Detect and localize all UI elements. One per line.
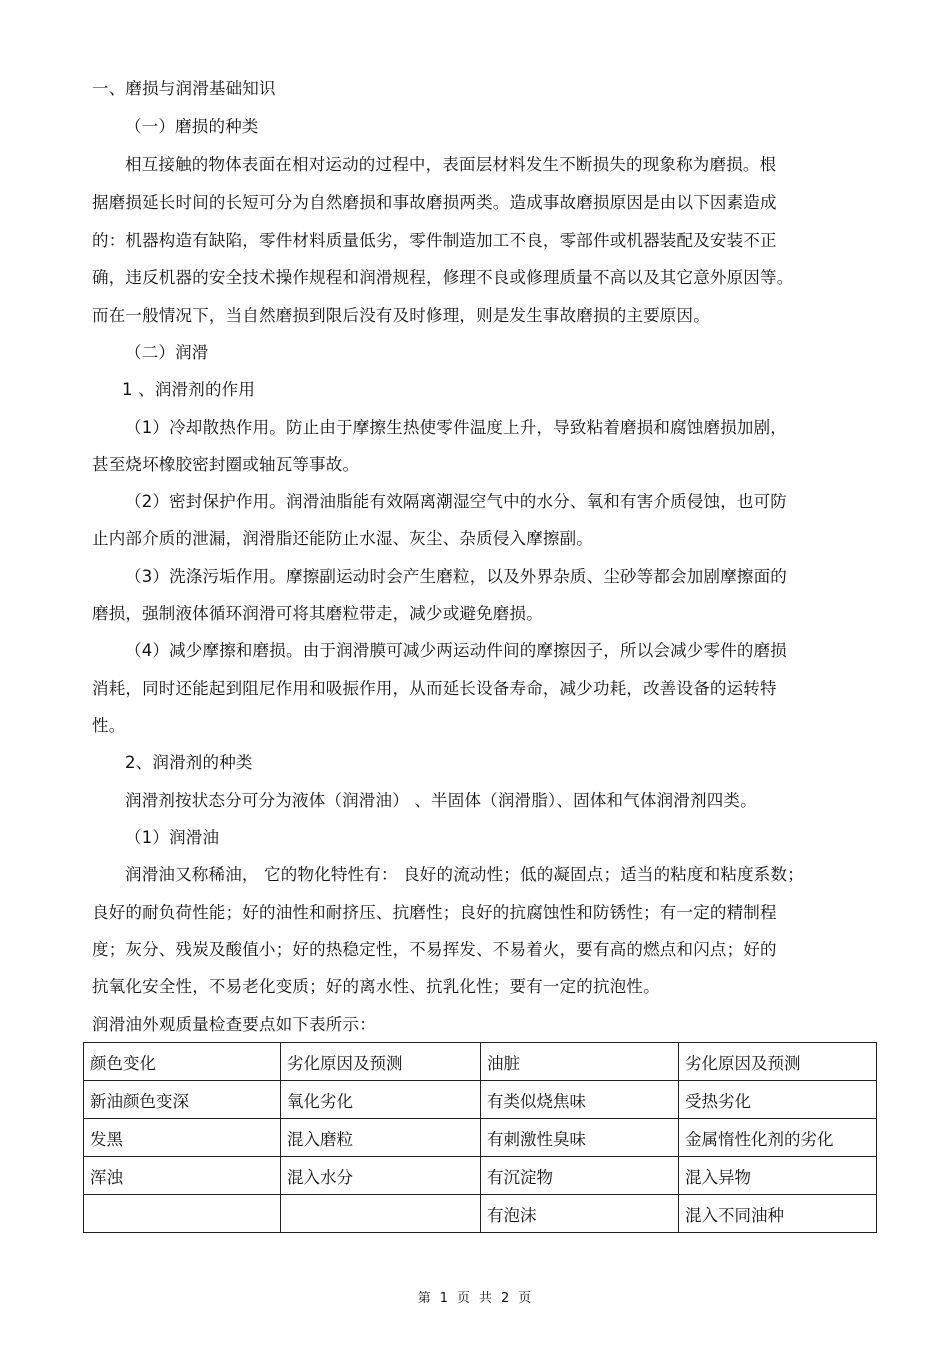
table-row <box>84 1195 877 1233</box>
list-item-line: 性。 <box>92 716 126 735</box>
paragraph-line: 的：机器构造有缺陷，零件材料质量低劣，零件制造加工不良，零部件或机器装配及安装不正 <box>92 231 777 250</box>
table-cell: 受热劣化 <box>679 1081 877 1119</box>
paragraph-line: 而在一般情况下，当自然磨损到限后没有及时修理，则是发生事故磨损的主要原因。 <box>92 306 710 325</box>
footer-page-label: 页 <box>456 1291 471 1306</box>
table-cell: 新油颜色变深 <box>84 1081 281 1119</box>
list-item-line: 消耗，同时还能起到阻尼作用和吸振作用，从而延长设备寿命，减少功耗，改善设备的运转特 <box>92 679 777 698</box>
paragraph-line: 据磨损延长时间的长短可分为自然磨损和事故磨损两类。造成事故磨损原因是由以下因素造成 <box>92 193 777 212</box>
table-header-cell: 颜色变化 <box>84 1043 281 1081</box>
section-heading-1: 一、磨损与润滑基础知识 <box>92 79 276 98</box>
table-cell: 混入磨粒 <box>281 1119 481 1157</box>
oil-quality-table <box>83 1042 877 1233</box>
footer-suffix: 页 <box>518 1291 533 1306</box>
footer-total-label: 共 <box>479 1291 494 1306</box>
table-cell: 混入异物 <box>679 1157 877 1195</box>
subsection-heading-lubrication: （二）润滑 <box>125 343 209 362</box>
table-cell <box>281 1195 481 1233</box>
table-cell: 金属惰性化剂的劣化 <box>679 1119 877 1157</box>
table-cell <box>84 1195 281 1233</box>
table-row <box>84 1081 877 1119</box>
paragraph-line: 相互接触的物体表面在相对运动的过程中，表面层材料发生不断损失的现象称为磨损。根 <box>125 155 777 174</box>
subsection-heading-wear-types: （一）磨损的种类 <box>125 117 259 136</box>
table-header-cell: 劣化原因及预测 <box>679 1043 877 1081</box>
page-footer <box>0 1287 950 1306</box>
list-item-line: （3）洗涤污垢作用。摩擦副运动时会产生磨粒，以及外界杂质、尘砂等都会加剧摩擦面的 <box>125 567 787 586</box>
list-item-line: 甚至烧坏橡胶密封圈或轴瓦等事故。 <box>92 455 360 474</box>
table-cell: 有泡沫 <box>481 1195 679 1233</box>
list-item-line: （2）密封保护作用。润滑油脂能有效隔离潮湿空气中的水分、氧和有害介质侵蚀，也可防 <box>125 492 787 511</box>
heading-lubricating-oil: （1）润滑油 <box>125 828 220 847</box>
table-row <box>84 1119 877 1157</box>
heading-lubricant-types: 2、润滑剂的种类 <box>125 753 253 772</box>
table-cell: 氧化劣化 <box>281 1081 481 1119</box>
list-item-line: （1）冷却散热作用。防止由于摩擦生热使零件温度上升，导致粘着磨损和腐蚀磨损加剧， <box>125 418 787 437</box>
table-row <box>84 1157 877 1195</box>
list-item-line: 磨损，强制液体循环润滑可将其磨粒带走，减少或避免磨损。 <box>92 604 543 623</box>
heading-lubricant-functions: 1 、润滑剂的作用 <box>122 380 256 399</box>
table-header-cell: 劣化原因及预测 <box>281 1043 481 1081</box>
table-cell: 有沉淀物 <box>481 1157 679 1195</box>
paragraph-line: 抗氧化安全性，不易老化变质；好的离水性、抗乳化性；要有一定的抗泡性。 <box>92 977 660 996</box>
table-header-cell: 油脏 <box>481 1043 679 1081</box>
footer-total-pages: 2 <box>501 1291 511 1306</box>
table-cell: 发黑 <box>84 1119 281 1157</box>
table-cell: 混入水分 <box>281 1157 481 1195</box>
table-caption: 润滑油外观质量检查要点如下表所示： <box>92 1015 376 1034</box>
table-header-row <box>84 1043 877 1081</box>
paragraph-line: 润滑油又称稀油， 它的物化特性有： 良好的流动性；低的凝固点；适当的粘度和粘度系数； <box>125 865 804 884</box>
table-cell: 浑浊 <box>84 1157 281 1195</box>
paragraph-line: 确，违反机器的安全技术操作规程和润滑规程，修理不良或修理质量不高以及其它意外原因等。 <box>92 268 794 287</box>
paragraph-line: 良好的耐负荷性能；好的油性和耐挤压、抗磨性；良好的抗腐蚀性和防锈性；有一定的精制程 <box>92 903 777 922</box>
footer-prefix: 第 <box>417 1291 432 1306</box>
footer-page-number: 1 <box>439 1291 449 1306</box>
paragraph-line: 润滑剂按状态分可分为液体（润滑油） 、半固体（润滑脂）、固体和气体润滑剂四类。 <box>125 791 757 810</box>
table-cell: 有刺激性臭味 <box>481 1119 679 1157</box>
table-cell: 混入不同油种 <box>679 1195 877 1233</box>
list-item-line: 止内部介质的泄漏，润滑脂还能防止水湿、灰尘、杂质侵入摩擦副。 <box>92 529 593 548</box>
paragraph-line: 度；灰分、残炭及酸值小；好的热稳定性，不易挥发、不易着火，要有高的燃点和闪点；好的 <box>92 940 777 959</box>
list-item-line: （4）减少摩擦和磨损。由于润滑膜可减少两运动件间的摩擦因子，所以会减少零件的磨损 <box>125 641 787 660</box>
table-cell: 有类似烧焦味 <box>481 1081 679 1119</box>
